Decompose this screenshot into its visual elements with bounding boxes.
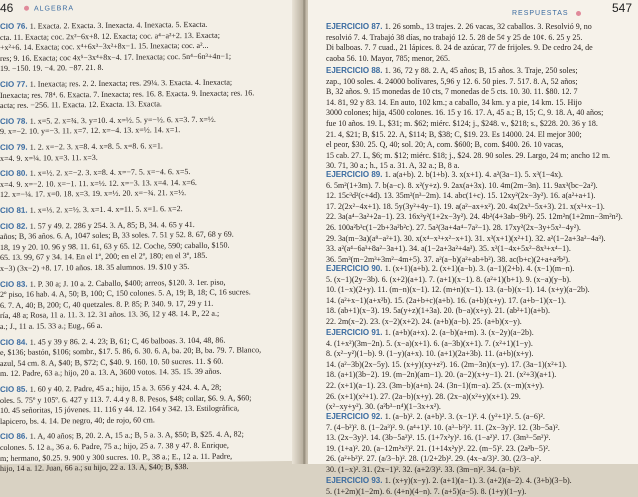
exercise-block <box>0 203 298 217</box>
answer-text: 1. a(a+b). 2. b(1+b). 3. x(x+1). 4. a²(3a−1). 5. x³(1−4x). <box>384 170 563 179</box>
answer-line <box>326 349 632 360</box>
answer-line <box>326 285 632 296</box>
answer-line <box>326 223 632 234</box>
answer-text: ría, 48 a; Rosa, 11 a. 11. 3. 12. 31 años. 13. 36, 12 y 48. 14. P., 22 a.; <box>0 309 220 321</box>
answer-text: 1. 60 y 40. 2. Padre, 45 a.; hijo, 15 a. 3. 656 y 424. 4. A, 28; <box>29 382 222 394</box>
answer-text: 1. (a+b)(a+x). 2. (a−b)(a+m). 3. (x−2y)(a−2b). <box>384 328 534 337</box>
answer-text: 1. Exacta. 2. Exacta. 3. Inexacta. 4. Inexacta. 5. Exacta. <box>29 19 208 31</box>
answer-line <box>326 33 632 44</box>
answer-text: 26. (x+1)(x²+1). 27. (2a−b)(x+y). 28. (2x−a)(x²+y)(x+1). 29. <box>326 391 521 401</box>
exercise-block <box>326 264 632 328</box>
answer-text: 2º piso, 16 hab. 4. A, 50; B, 100; C, 150 colones. 5. A, 19; B, 18; C, 16 sucres. <box>0 287 251 300</box>
exercise-block <box>326 66 632 172</box>
exercise-title: EJERCICIO 87. <box>326 22 385 31</box>
answer-text: el peor, $30. 25. Q, 40; sol. 20; A, com. $600; B, com. $400. 26. 10 vacas, <box>326 140 564 150</box>
right-page <box>308 0 638 496</box>
answer-text: Inexacta; res. 78⁴. 6. Exacta. 7. Inexacta; res. 16. 8. Exacta. 9. Inexacta; res. 16. <box>0 87 255 100</box>
exercise-block <box>0 382 298 427</box>
answer-line <box>326 181 632 192</box>
answer-line <box>326 170 632 181</box>
answer-text: 8. (x²−y²)(1−b). 9. (1−y)(a+x). 10. (a+1)(2a+3b). 11. (a+b)(x+y). <box>326 349 534 359</box>
exercise-title: CIO 77. <box>0 79 30 89</box>
answer-text: 14. (a²−3b)(2x−5y). 15. (x+y)(xy+z²). 16. (2m−3n)(x−y). 17. (3a−1)(x²+1). <box>326 359 567 369</box>
answer-line <box>326 54 632 65</box>
answer-text: 14. (a²+x−1)(a+x²b). 15. (2a+b+c)(a+b). 16. (a+b)(x+y). 17. (a+b−1)(x−1). <box>326 295 566 305</box>
left-page <box>0 0 300 474</box>
exercise-block <box>326 22 632 64</box>
answer-line <box>0 187 298 201</box>
answer-text: lapicero, bs. 4. 14. De negro, 40; de rojo, 60 cm. <box>0 415 155 426</box>
answer-line <box>326 43 632 54</box>
answer-text: 21. 4, $21; B, $15. 22. A, $114; B, $38; C, $19. 23. Es 14000. 24. El mejor 300; <box>326 129 582 139</box>
answer-text: 13. (2x−3y)². 14. (3b−5a²)². 15. (1+7x²y)². 16. (1−a²)². 17. (3m³−5n²)². <box>326 433 551 443</box>
answer-text: x=4. 9. x=−2. 10. x=−1. 11. x=½. 12. x=−3. 13. x=4. 14. x=6. <box>0 177 197 189</box>
answer-text: 18. (a+1)(3b−2). 19. (m−2n)(am−1). 20. (a−2)(x+y−1). 21. (x²+3)(a+1). <box>326 370 557 380</box>
answer-line <box>326 244 632 255</box>
answer-line <box>326 275 632 286</box>
exercise-title: CIO 85. <box>0 384 30 394</box>
exercise-title: CIO 80. <box>0 168 30 179</box>
answer-text: oles. 5. 75º y 105º. 6. 427 y 113. 7. 4.4 y 8. 8. Pesos, $48; collar, $6. 9. A, $60; <box>0 392 252 405</box>
answer-line <box>326 234 632 245</box>
exercise-title: EJERCICIO 93. <box>326 476 385 485</box>
answer-text: 7. (4−b²)². 8. (1−2a³)². 9. (a⁴+1)². 10. (a³−b³)². 11. (2x−3y)². 12. (3b−5a)². <box>326 422 560 432</box>
exercise-block <box>326 476 632 497</box>
answer-text: Di balboas. 7. 7 cuad., 21 lápices. 8. 24 de azúcar, 77 de frijoles. 9. De cedro 24, de <box>326 43 593 53</box>
exercise-title: EJERCICIO 92. <box>326 412 385 421</box>
answer-text: e, $136; bastón, $106; sombr., $17. 5. 86, 6. 30. 6. A, ba. 20; B, ba. 79. 7. Blanco, <box>0 345 262 358</box>
answer-text: 22. 2m(x−2). 23. (x−2)(x+2). 24. (a+b)(a−b). 25. (a+b)(x−y). <box>326 316 522 326</box>
answer-text: res; 9. 16. Exacta; coc 4x⁵−3x⁴+8x−4. 17. Inexacta; coc. 5n⁴−6n³+4n−1; <box>0 51 232 63</box>
exercise-block <box>0 429 298 474</box>
answer-line <box>326 444 632 455</box>
answer-text: caoba 56. 10. Mayor, 785; menor, 265. <box>326 53 450 63</box>
answer-text: acta; res. −256. 11. Exacta. 12. Exacta. 13. Exacta. <box>0 99 162 111</box>
answer-text: 15 cab. 27. L, $6; m. $12; miérc. $18; j., $24. 28. 90 soles. 29. Largo, 24 m; ancho 12 m. <box>326 150 611 160</box>
answer-line <box>326 392 632 403</box>
exercise-block <box>0 276 298 332</box>
answer-line <box>0 414 298 428</box>
bullet-icon <box>24 6 29 11</box>
exercise-title: EJERCICIO 91. <box>326 328 385 337</box>
answer-text: 1. A, 40 años; B, 20. 2. A, 15 a.; B, 5 a. 3. A, $50; B, $25. 4. A, 82; <box>29 429 244 442</box>
answer-line <box>326 130 632 141</box>
exercise-title: CIO 79. <box>0 142 30 152</box>
answer-text: 12. x=−¼. 17. x=0. 18. x=3. 19. x=½. 20. x=−¾. 21. x=½. <box>0 188 187 200</box>
answer-line <box>0 366 298 380</box>
exercise-title: CIO 86. <box>0 432 30 442</box>
exercise-block <box>326 328 632 413</box>
answer-text: 26. (a²+b²)². 27. (a/3−b)². 28. (1/2+2b)². 29. (4x−a/3)². 30. (2/3−a)². <box>326 454 542 464</box>
exercise-title: CIO 82. <box>0 221 30 231</box>
answer-text: 5. (1+2m)(1−2m). 6. (4+n)(4−n). 7. (a+5)(a−5). 8. (1+y)(1−y). <box>326 486 527 496</box>
answer-line <box>326 66 632 77</box>
answer-text: 3000 colones; hija, 4500 colones. 16. 15 y 16. 17. A, 45 a.; B, 15; C, 9. 18. A, 40 años; <box>326 108 604 118</box>
left-page-header <box>0 0 300 18</box>
answer-line <box>326 98 632 109</box>
answer-text: fue 10 años. 19. L, $31; m. $62; miérc. $124; j., $248. v., $218; s., $228. 20. 36 y 18. <box>326 118 598 128</box>
exercise-block <box>0 140 298 164</box>
answer-line <box>326 202 632 213</box>
answer-line <box>326 306 632 317</box>
answer-line <box>326 191 632 202</box>
exercise-block <box>326 412 632 476</box>
answer-text: 1. P. 30 a; J. 10 a. 2. Caballo, $400; arreos, $120. 3. 1er. piso, <box>29 277 226 289</box>
exercise-title: CIO 78. <box>0 116 30 126</box>
answer-text: 18. (ab+1)(x−3). 19. 5a(y+z)(1+3a). 20. (b−a)(x+y). 21. (ab²+1)(a+b). <box>326 306 550 316</box>
answer-line <box>326 328 632 339</box>
answer-text: 10. 45 señoritas, 15 jóvenes. 11. 116 y 44. 12. 164 y 342. 13. Estilográfica, <box>0 403 240 416</box>
left-running-head: ALGEBRA <box>34 5 75 13</box>
answer-text: 1. 57 y 49. 2. 286 y 254. 3. A, 85; B, 34. 4. 65 y 41. <box>29 219 195 231</box>
answer-line <box>0 461 298 475</box>
answer-text: +x²+6. 14. Exacta; coc. x⁴+6x³−3x²+8x−1. 15. Inexacta; coc. a²... <box>0 41 209 53</box>
answer-text: resolvió 7. 4. Trabajó 38 días, no trabajó 12. 5. 28 de 5¢ y 25 de 10¢. 6. 25 y 25. <box>326 32 583 42</box>
answer-text: 29. 3a(m−3a)(a⁸−a²+1). 30. x(x⁴−x³+x²−x+1). 31. x³(x+1)(x²+1). 32. a²(1−2a+3a²−4a³). <box>326 233 606 243</box>
answer-text: 1. (x+1)(a+b). 2. (x+1)(a−b). 3. (a−1)(2+b). 4. (x−1)(m−n). <box>384 264 575 273</box>
answer-line <box>0 98 298 112</box>
answer-line <box>326 77 632 88</box>
answer-line <box>326 140 632 151</box>
answer-text: 1. 45 y 39 y 86. 2. 4. 23; B, 61; C, 46 balboas. 3. 104, 48, 86. <box>29 335 226 347</box>
answer-text: a.; J., 11 a. 15. 33 a.; Eug., 66 a. <box>0 320 103 331</box>
answer-text: 1. 2. x=−2. 3. x=8. 4. x=8. 5. x=8. 6. x=1. <box>29 141 163 152</box>
answer-line <box>326 465 632 476</box>
answer-text: x−3) (3x−2) +8. 17. 10 años. 18. 35 alumnos. 19. $10 y 35. <box>0 261 190 273</box>
answer-line <box>326 317 632 328</box>
answer-text: 12. 15c³d²(c+4d). 13. 35m²(n³−2m). 14. abc(1+c). 15. 12xy²(2x−3y²). 16. a(a²+a+1). <box>326 191 596 201</box>
bullet-icon <box>576 11 581 16</box>
answer-text: 36. 5m³(m−2m³+3m²−4m+5). 37. a²(a−b)(a²+ab+b²). 38. ac(b+c)(2+a+a²b²). <box>326 254 571 264</box>
answer-text: m. 12. Padre, 63 a.; hijo, 20 a. 13. A, 3600 votos. 14. 35. 15. 39 años. <box>0 367 222 379</box>
answer-line <box>0 261 298 275</box>
answer-line <box>0 61 298 75</box>
answer-text: azul, 54 cm. 8. A, $40; B, $72; C, $40. 9. 160. 10. 50 sucres. 11. $ 60. <box>0 356 224 368</box>
exercise-title: EJERCICIO 89. <box>326 170 385 179</box>
answer-text: 19. −150. 19. −4. 20. −87. 21. 8. <box>0 63 104 74</box>
answer-text: 33. a²(a⁴−6a³+8a²−3a+1). 34. a(1−2a+3a²+4a³). 35. x²(1−4x+5x²−8x³+x⁴−1). <box>326 244 571 254</box>
answer-line <box>326 360 632 371</box>
answer-text: años; B, 36 años. 6. A, 1047 soles; B, 33 soles. 7. 51 y 52. 8. 67, 68 y 69. <box>0 229 234 242</box>
answer-text: 17. 2(2x²−4x+1). 18. 5y(3y²+4y−1). 19. a(a²−ax+x²). 20. 4x(2x³−5x+3). 21. x(x³+x−1). <box>326 201 605 211</box>
exercise-title: CIO 84. <box>0 337 30 347</box>
answer-text: (x²−xy+y²). 30. (a²b³−n⁴)(1−3x+x²). <box>326 402 441 412</box>
exercise-block <box>0 334 298 379</box>
exercise-block <box>0 218 298 274</box>
answer-text: cta. 11. Exacta; coc. 2x²−6x+8. 12. Exacta; coc. a⁴−a²+2. 13. Exacta; <box>0 30 220 42</box>
answer-text: x=4. 9. x=¼. 10. x=3. 11. x=3. <box>0 152 98 163</box>
answer-text: 30. 71, 30 a.; h., 15 a. 31. A, 32 a.; B, 8 a. <box>326 161 460 171</box>
right-page-number: 547 <box>611 1 632 15</box>
exercise-title: EJERCICIO 90. <box>326 264 385 273</box>
answer-text: 65. 13. 99, 67 y 34. 14. En el 1º, 200; en el 2º, 180; en el 3º, 185. <box>0 251 208 263</box>
answer-line <box>326 423 632 434</box>
answer-line <box>0 319 298 333</box>
answer-line <box>326 212 632 223</box>
answer-text: hijo, 14 a. 12. Juan, 66 a.; su hijo, 22 a. 13. A, $40; B, $38. <box>0 462 189 474</box>
exercise-block <box>0 166 298 201</box>
answer-text: 14. 81, 92 y 83. 14. En auto, 102 km.; a caballo, 34 km. y a pie, 14 km. 15. Hijo <box>326 97 582 107</box>
exercise-title: CIO 76. <box>0 21 30 31</box>
exercise-block <box>0 114 298 138</box>
answer-text: 1. x=⅓. 2. x=½. 3. x=1. 4. x=11. 5. x=1. 6. x=2. <box>29 204 183 215</box>
answer-text: 1. Inexacta; res. 2. 2. Inexacta; res. 29¼. 3. Exacta. 4. Inexacta; <box>29 77 233 89</box>
answer-text: m; hermano, $0.25. 9. 900 y 300 sucres. 10. P., 38 a.; E., 12 a. 11. Padre, <box>0 451 233 463</box>
answer-line <box>326 433 632 444</box>
answer-line <box>0 150 298 164</box>
answer-text: 1. 36, 72 y 88. 2. A, 45 años; B, 15 años. 3. Traje, 250 soles; <box>384 66 578 75</box>
left-page-number: 46 <box>0 0 14 15</box>
answer-text: 1. 26 somb., 13 trajes. 2. 26 vacas, 32 caballos. 3. Resolvió 9, no <box>384 22 592 31</box>
exercise-title: EJERCICIO 88. <box>326 66 385 75</box>
right-running-head: RESPUESTAS <box>512 10 569 17</box>
answer-text: 22. (x+1)(a−1). 23. (3m−b)(a+n). 24. (3n−1)(m−a). 25. (x−m)(x+y). <box>326 380 545 390</box>
answer-text: 18, 19 y 20. 10. 96 y 98. 11. 61, 63 y 65. 12. Coche, 590; caballo, $150. <box>0 240 230 252</box>
answer-line <box>326 381 632 392</box>
answer-text: 1. x=5. 2. x=¾. 3. y=10. 4. x=½. 5. y=−½. 6. x=3. 7. x=½. <box>29 114 216 126</box>
answer-line <box>326 487 632 497</box>
exercise-block <box>0 77 298 112</box>
answer-text: 26. 100a²b³c(1−2b+3a²b²c). 27. 5a²(3a+4a⁴−7a²−1). 28. 17xy²(2x−3y+5x²−4y²). <box>326 222 581 232</box>
answer-text: 6. 5m²(1+3m). 7. b(a−c). 8. x²(y+z). 9. 2ax(a+3x). 10. 4m(2m−3n). 11. 9ax³(bc−2a²). <box>326 180 598 190</box>
answer-text: 4. (1+x²)(3m−2n). 5. (x−a)(x+1). 6. (a−3b)(x+1). 7. (x²+1)(1−y). <box>326 338 533 348</box>
exercise-block <box>326 170 632 265</box>
answer-line <box>0 124 298 138</box>
exercise-title: CIO 81. <box>0 205 30 215</box>
answer-line <box>326 264 632 275</box>
answer-line <box>326 119 632 130</box>
answer-text: 9. x=−2. 10. y=−3. 11. x=7. 12. x=−4. 13. x=½. 14. x=1. <box>0 125 181 137</box>
answer-text: 6. 7. A, 40; B, 200; C, 40 quetzales. 8. P. 85; P. 340. 9. 17, 29 y 11. <box>0 298 214 310</box>
answer-line <box>326 454 632 465</box>
exercise-block <box>0 19 298 75</box>
answer-text: 19. (1+a)². 20. (a−12m²x²)². 21. (1+14x²y)². 22. (m−5)². 23. (2a²b−5)². <box>326 443 550 453</box>
answer-text: colones. 5. 12 a., 36 a. 6. Padre, 75 a.; hijo, 25 a. 7. 38 y 47. 8. Enrique, <box>0 440 229 452</box>
answer-line <box>0 203 298 217</box>
answer-line <box>326 108 632 119</box>
answer-text: 10. (1−x)(2+y). 11. (m−n)(x−1). 12. (m+n)(x−1). 13. (a−b)(x−1). 14. (x+y)(a−2b). <box>326 285 590 295</box>
answer-line <box>326 370 632 381</box>
answer-text: 1. (a−b)². 2. (a+b)². 3. (x−1)². 4. (y²+1)². 5. (a−6)². <box>384 412 545 421</box>
exercise-title: CIO 83. <box>0 279 30 289</box>
answer-line <box>326 476 632 487</box>
answer-text: 1. x=½. 2. x=−2. 3. x=8. 4. x=−7. 5. x=−4. 6. x=5. <box>29 167 191 178</box>
answer-text: zap., 100 soles. 4. 24000 bolívares, 5,96 y 12. 6. 50 pies. 7. 517. 8. A, 52 años; <box>326 76 578 86</box>
answer-text: B, 32 años. 9. 15 monedas de 10 cts, 7 monedas de 5 cts. 10. 30. 11. $80. 12. 7 <box>326 87 578 97</box>
answer-line <box>326 151 632 162</box>
answer-text: 22. 3a(a⁴−3a²+2a−1). 23. 16x²y²(1+2x−3y²). 24. 4b²(4+3ab−9b²). 25. 12m²n(1+2mn−3m²n²). <box>326 212 623 222</box>
answer-text: 5. (x−1)(2y−3b). 6. (x+2)(a+1). 7. (a+1)(x−1). 8. (a²+1)(b+1). 9. (x−a)(y−b). <box>326 274 571 284</box>
answer-line <box>326 22 632 33</box>
answer-text: 30. (1−x)². 31. (2x−1)². 32. (a+2/3)². 33. (3m−n)². 34. (a−b)². <box>326 464 521 474</box>
answer-line <box>326 296 632 307</box>
right-page-header <box>308 2 638 18</box>
answer-line <box>326 87 632 98</box>
answer-line <box>326 339 632 350</box>
answer-text: 1. (x+y)(x−y). 2. (a+1)(a−1). 3. (a+2)(a−2). 4. (3+b)(3−b). <box>384 476 572 485</box>
answer-line <box>326 412 632 423</box>
